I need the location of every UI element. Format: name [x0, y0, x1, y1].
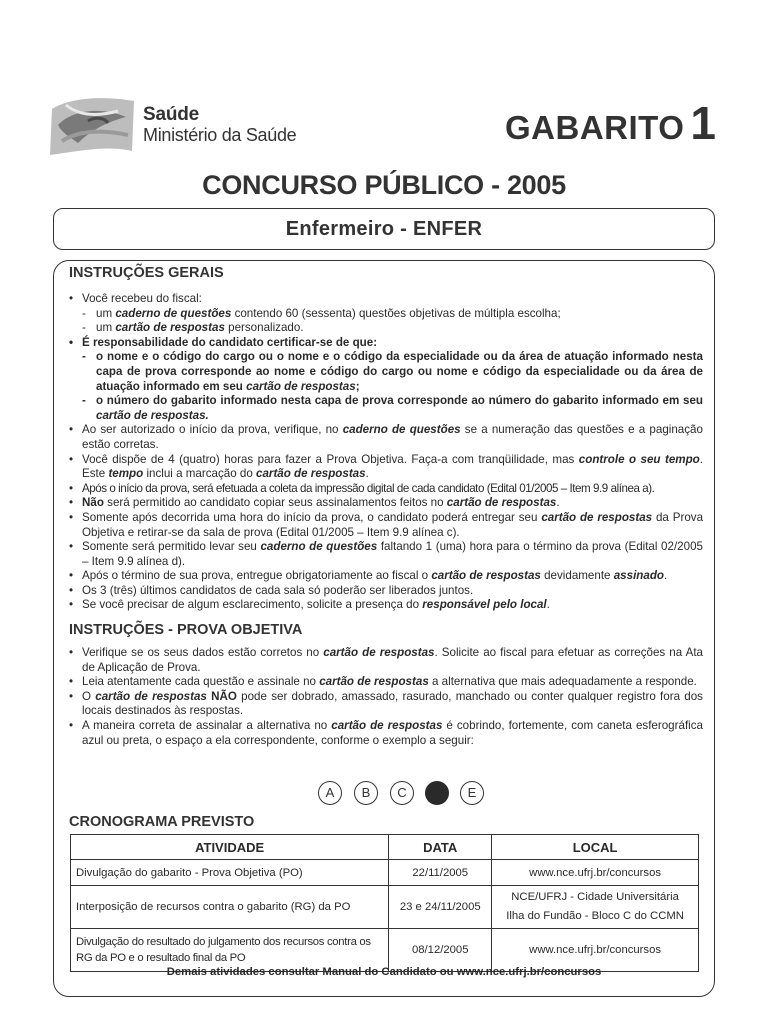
header-atividade: ATIVIDADE: [71, 835, 389, 860]
cell-atividade: Interposição de recursos contra o gabarito (RG) da PO: [71, 886, 389, 929]
gabarito-label: [505, 96, 716, 150]
list-item: • Ao ser autorizado o início da prova, verifique, no caderno de questões se a numeração das questões e a paginação estão corretas.: [67, 423, 703, 452]
gabarito-number: 1: [690, 97, 716, 149]
bubble-d-filled: [425, 781, 449, 805]
saude-logo: [48, 95, 136, 157]
list-item: - um cartão de respostas personalizado.: [67, 321, 703, 336]
cell-data: 22/11/2005: [389, 860, 492, 886]
org-name: Saúde: [143, 104, 200, 125]
cronograma-table: [70, 834, 699, 972]
concurso-title: CONCURSO PÚBLICO - 2005: [202, 170, 566, 200]
list-item: • É responsabilidade do candidato certificar-se de que:: [67, 336, 703, 351]
cell-local: [492, 886, 699, 929]
section-title-cronograma: CRONOGRAMA PREVISTO: [69, 814, 255, 830]
cell-data: 08/12/2005: [389, 929, 492, 972]
header-local: LOCAL: [492, 835, 699, 860]
list-item: • Após o término de sua prova, entregue obrigatoriamente ao fiscal o cartão de respostas devidamente assinado.: [67, 569, 703, 584]
cell-local: www.nce.ufrj.br/concursos: [492, 929, 699, 972]
list-item: • Verifique se os seus dados estão corretos no cartão de respostas. Solicite ao fiscal para efetuar as correções na Ata de Aplicação de Prova.: [67, 646, 703, 675]
table-row: [71, 860, 699, 886]
gabarito-word: GABARITO: [505, 109, 685, 146]
local-line: Ilha do Fundão - Bloco C do CCMN: [506, 910, 684, 922]
table-header-row: [71, 835, 699, 860]
cell-atividade: Divulgação do gabarito - Prova Objetiva (PO): [71, 860, 389, 886]
cell-local: www.nce.ufrj.br/concursos: [492, 860, 699, 886]
list-item: • Leia atentamente cada questão e assinale no cartão de respostas a alternativa que mais adequadamente a responde.: [67, 675, 703, 690]
list-item: • Não será permitido ao candidato copiar seus assinalamentos feitos no cartão de respostas.: [67, 496, 703, 511]
list-item: - o número do gabarito informado nesta capa de prova corresponde ao número do gabarito informado em seu cartão de respostas.: [67, 394, 703, 423]
bubble-e: E: [460, 781, 484, 805]
list-item: - um caderno de questões contendo 60 (sessenta) questões objetivas de múltipla escolha;: [67, 307, 703, 322]
page-header: [0, 0, 768, 165]
list-item: • Após o início da prova, será efetuada a coleta da impressão digital de cada candidato (Edital 01/2005 – Item 9.9 alínea a).: [67, 482, 703, 497]
section-title-instrucoes-gerais: INSTRUÇÕES GERAIS: [69, 265, 224, 281]
bubble-c: C: [390, 781, 414, 805]
list-item: - o nome e o código do cargo ou o nome e o código da especialidade ou da área de atuação informado nesta capa de prova corresponde ao nome e código do cargo ou nome e código da especialidade ou da área de atuação informado em seu cartão de respostas;: [67, 350, 703, 394]
table-row: [71, 886, 699, 929]
header-data: DATA: [389, 835, 492, 860]
list-item: • Você dispõe de 4 (quatro) horas para fazer a Prova Objetiva. Faça-a com tranqüilidade, mas controle o seu tempo. Este tempo inclui a marcação do cartão de respostas.: [67, 453, 703, 482]
instrucoes-gerais-list: [67, 292, 703, 613]
org-subtitle: Ministério da Saúde: [143, 125, 297, 145]
section-title-instrucoes-prova: INSTRUÇÕES - PROVA OBJETIVA: [69, 622, 303, 638]
bubble-b: B: [354, 781, 378, 805]
cell-data: 23 e 24/11/2005: [389, 886, 492, 929]
cargo-box: Enfermeiro - ENFER: [53, 208, 715, 250]
list-item: • Somente será permitido levar seu caderno de questões faltando 1 (uma) hora para o término da prova (Edital 02/2005 – Item 9.9 alínea d).: [67, 540, 703, 569]
list-item: • Você recebeu do fiscal:: [67, 292, 703, 307]
answer-bubbles-example: [318, 781, 488, 807]
list-item: • A maneira correta de assinalar a alternativa no cartão de respostas é cobrindo, fortemente, com caneta esferográfica azul ou preta, o espaço a ela correspondente, conforme o exemplo a seguir:: [67, 719, 703, 748]
instrucoes-prova-list: [67, 646, 703, 748]
bubble-a: A: [318, 781, 342, 805]
list-item: • Somente após decorrida uma hora do início da prova, o candidato poderá entregar seu cartão de respostas da Prova Objetiva e retirar-se da sala de prova (Edital 01/2005 – Item 9.9 alínea c).: [67, 511, 703, 540]
local-line: NCE/UFRJ - Cidade Universitária: [511, 891, 679, 903]
list-item: • Se você precisar de algum esclarecimento, solicite a presença do responsável pelo local.: [67, 598, 703, 613]
list-item: • O cartão de respostas NÃO pode ser dobrado, amassado, rasurado, manchado ou conter qualquer registro fora dos locais destinados às respostas.: [67, 690, 703, 719]
list-item: • Os 3 (três) últimos candidatos de cada sala só poderão ser liberados juntos.: [67, 584, 703, 599]
cronograma-footnote: Demais atividades consultar Manual do Candidato ou www.nce.ufrj.br/concursos: [166, 966, 602, 978]
cell-atividade: Divulgação do resultado do julgamento dos recursos contra os RG da PO e o resultado final da PO: [71, 929, 389, 972]
